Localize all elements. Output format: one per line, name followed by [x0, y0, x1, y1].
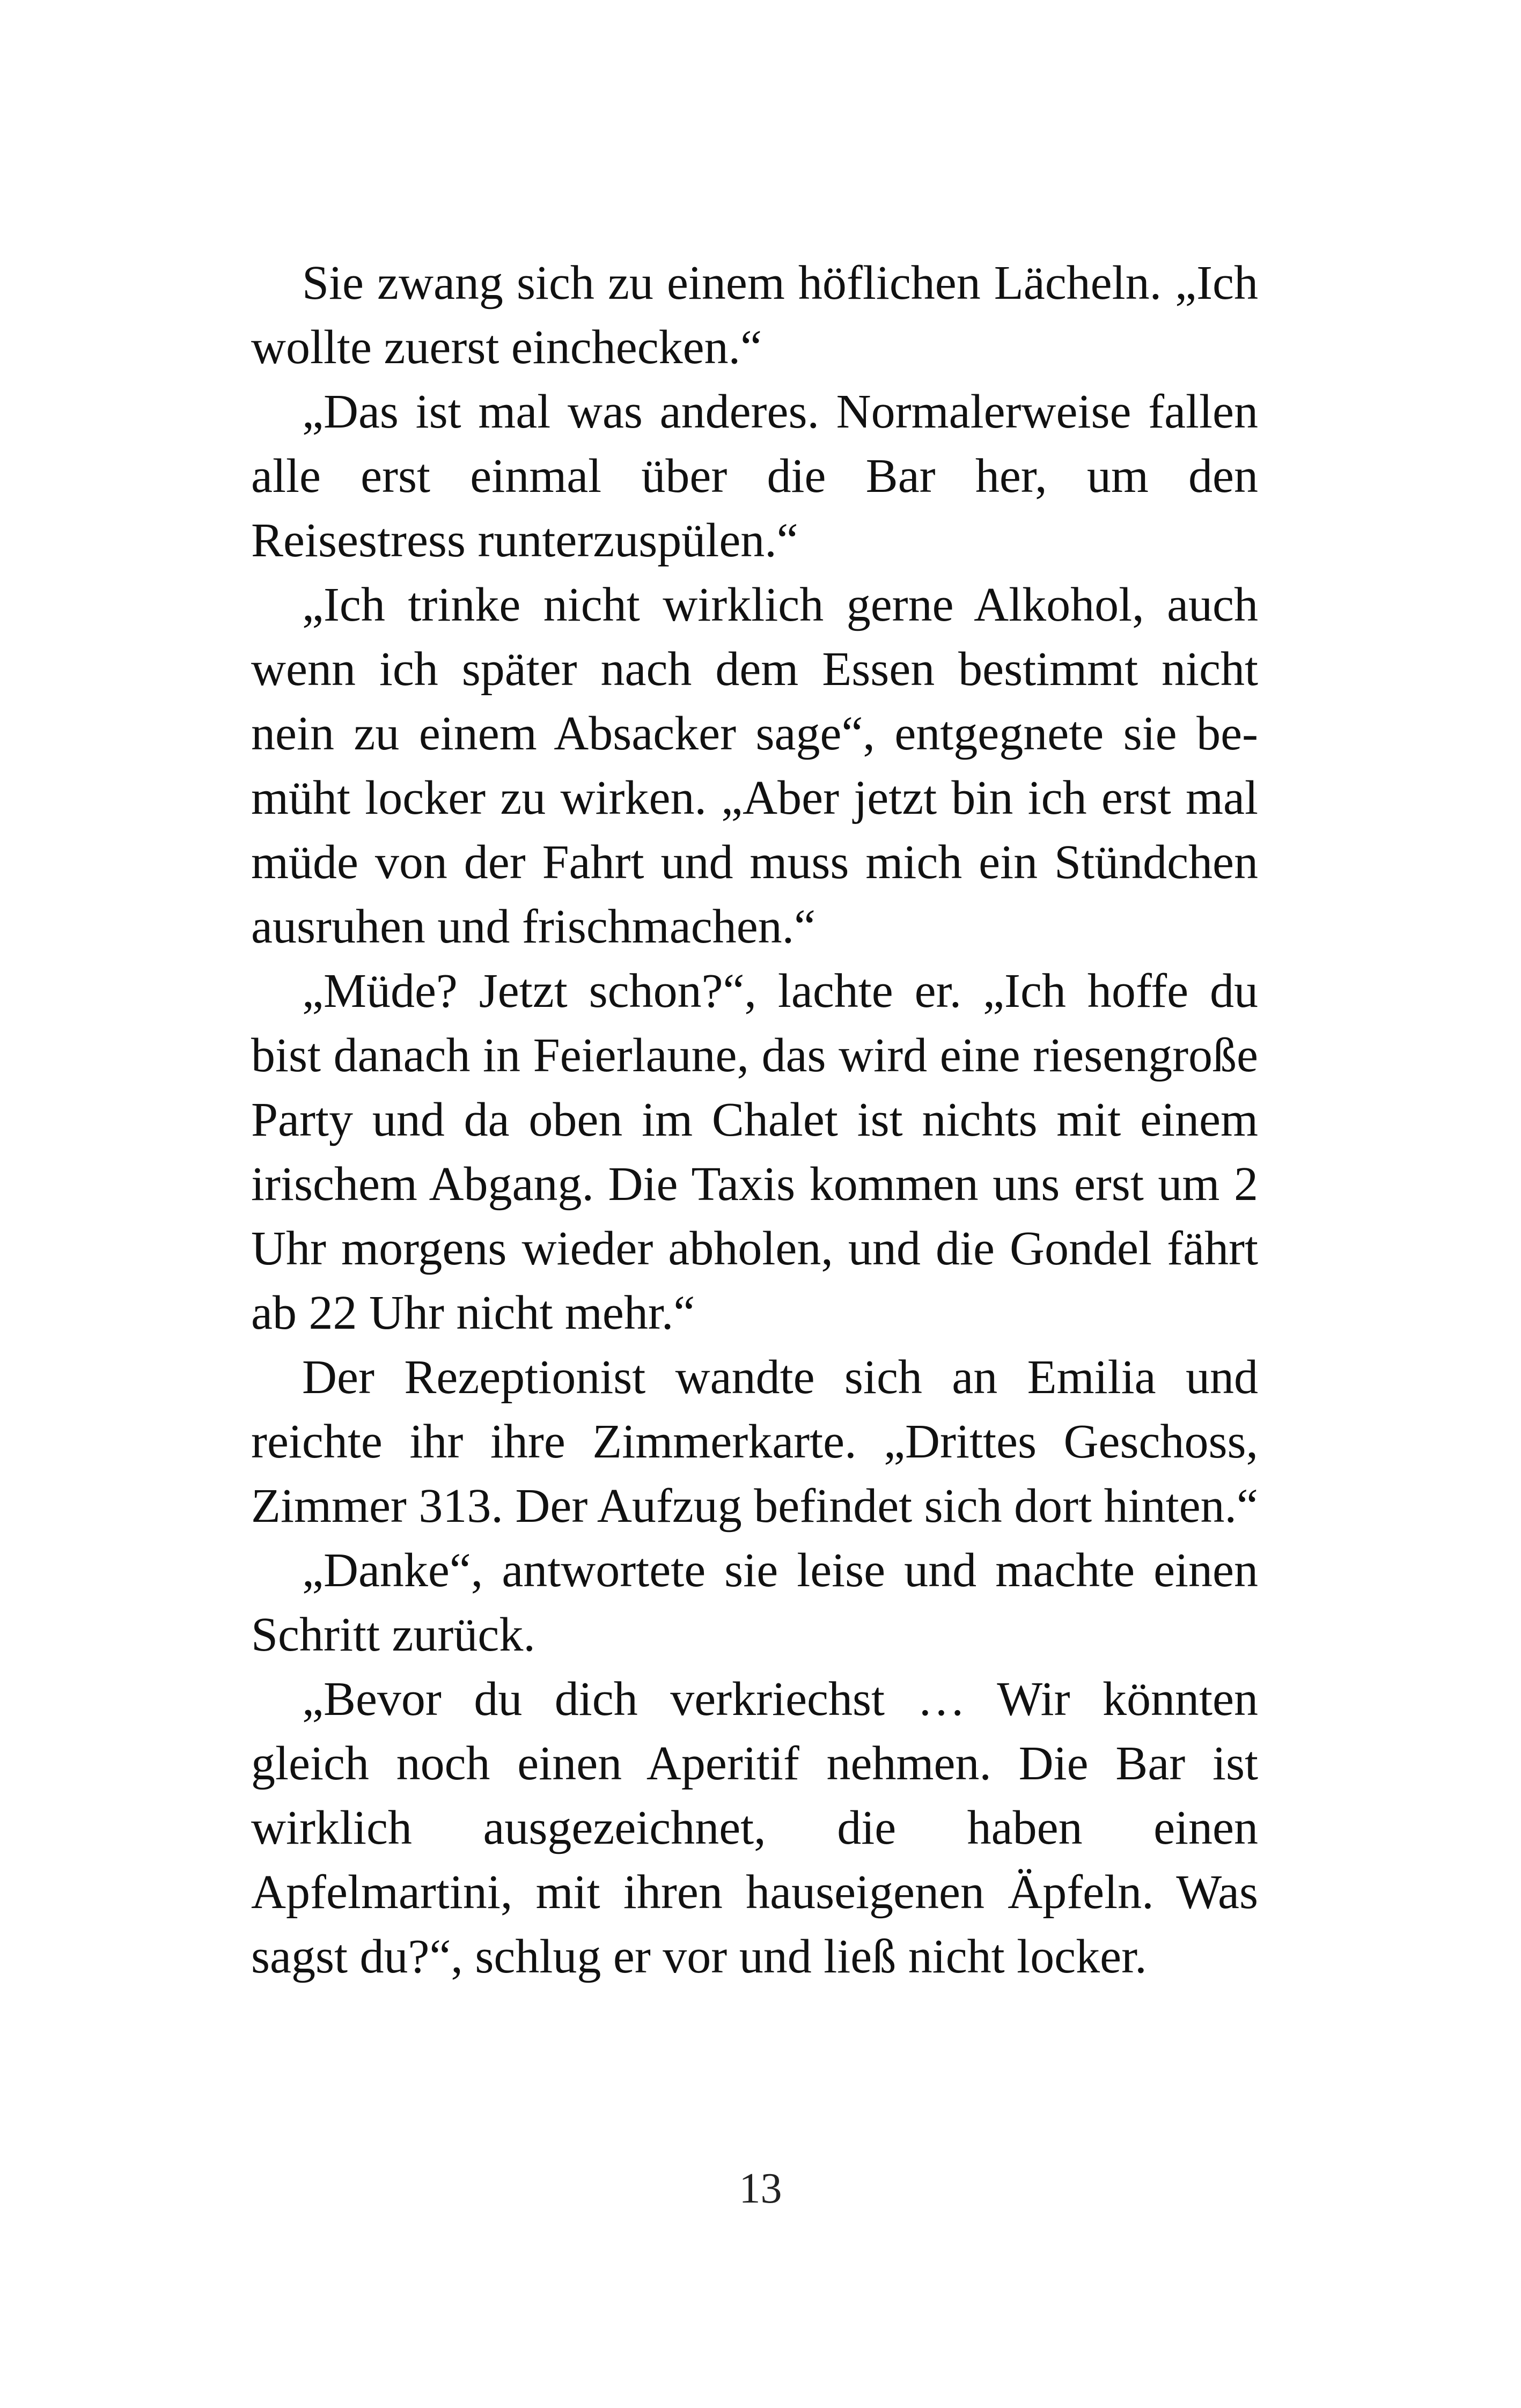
paragraph: „Müde? Jetzt schon?“, lachte er. „Ich hoffe du bist danach in Feierlaune, das wird eine riesengroße Party und da oben im Chalet ist nichts mit einem irischem Abgang. Die Taxis kommen uns erst um 2 Uhr morgens wieder abholen, und die Gondel fährt ab 22 Uhr nicht mehr.“	[251, 964, 1258, 1339]
page-number: 13	[739, 2165, 782, 2212]
paragraph: „Ich trinke nicht wirklich gerne Alkohol, auch wenn ich später nach dem Essen bestimmt nicht nein zu einem Absacker sage“, entgegnete sie bemüht locker zu wirken. „Aber jetzt bin ich erst mal müde von der Fahrt und muss mich ein Stündchen ausruhen und frischmachen.“	[251, 578, 1258, 953]
paragraph: „Bevor du dich verkriechst … Wir könnten gleich noch einen Aperitif nehmen. Die Bar ist wirklich ausgezeichnet, die haben einen Apfelmartini, mit ihren hauseigenen Äpfeln. Was sagst du?“, schlug er vor und ließ nicht locker.	[251, 1673, 1258, 1983]
paragraph: „Das ist mal was anderes. Normalerweise fallen alle erst einmal über die Bar her, um den Reisestress runterzuspülen.“	[251, 385, 1258, 567]
paragraph: Der Rezeptionist wandte sich an Emilia und reichte ihr ihre Zimmerkarte. „Drittes Geschoss, Zimmer 313. Der Aufzug befindet sich dort hinten.“	[251, 1351, 1258, 1533]
paragraph: „Danke“, antwortete sie leise und machte einen Schritt zurück.	[251, 1544, 1258, 1661]
body-text	[251, 251, 1258, 1989]
paragraph: Sie zwang sich zu einem höflichen Lächeln. „Ich wollte zuerst einchecken.“	[251, 256, 1258, 374]
